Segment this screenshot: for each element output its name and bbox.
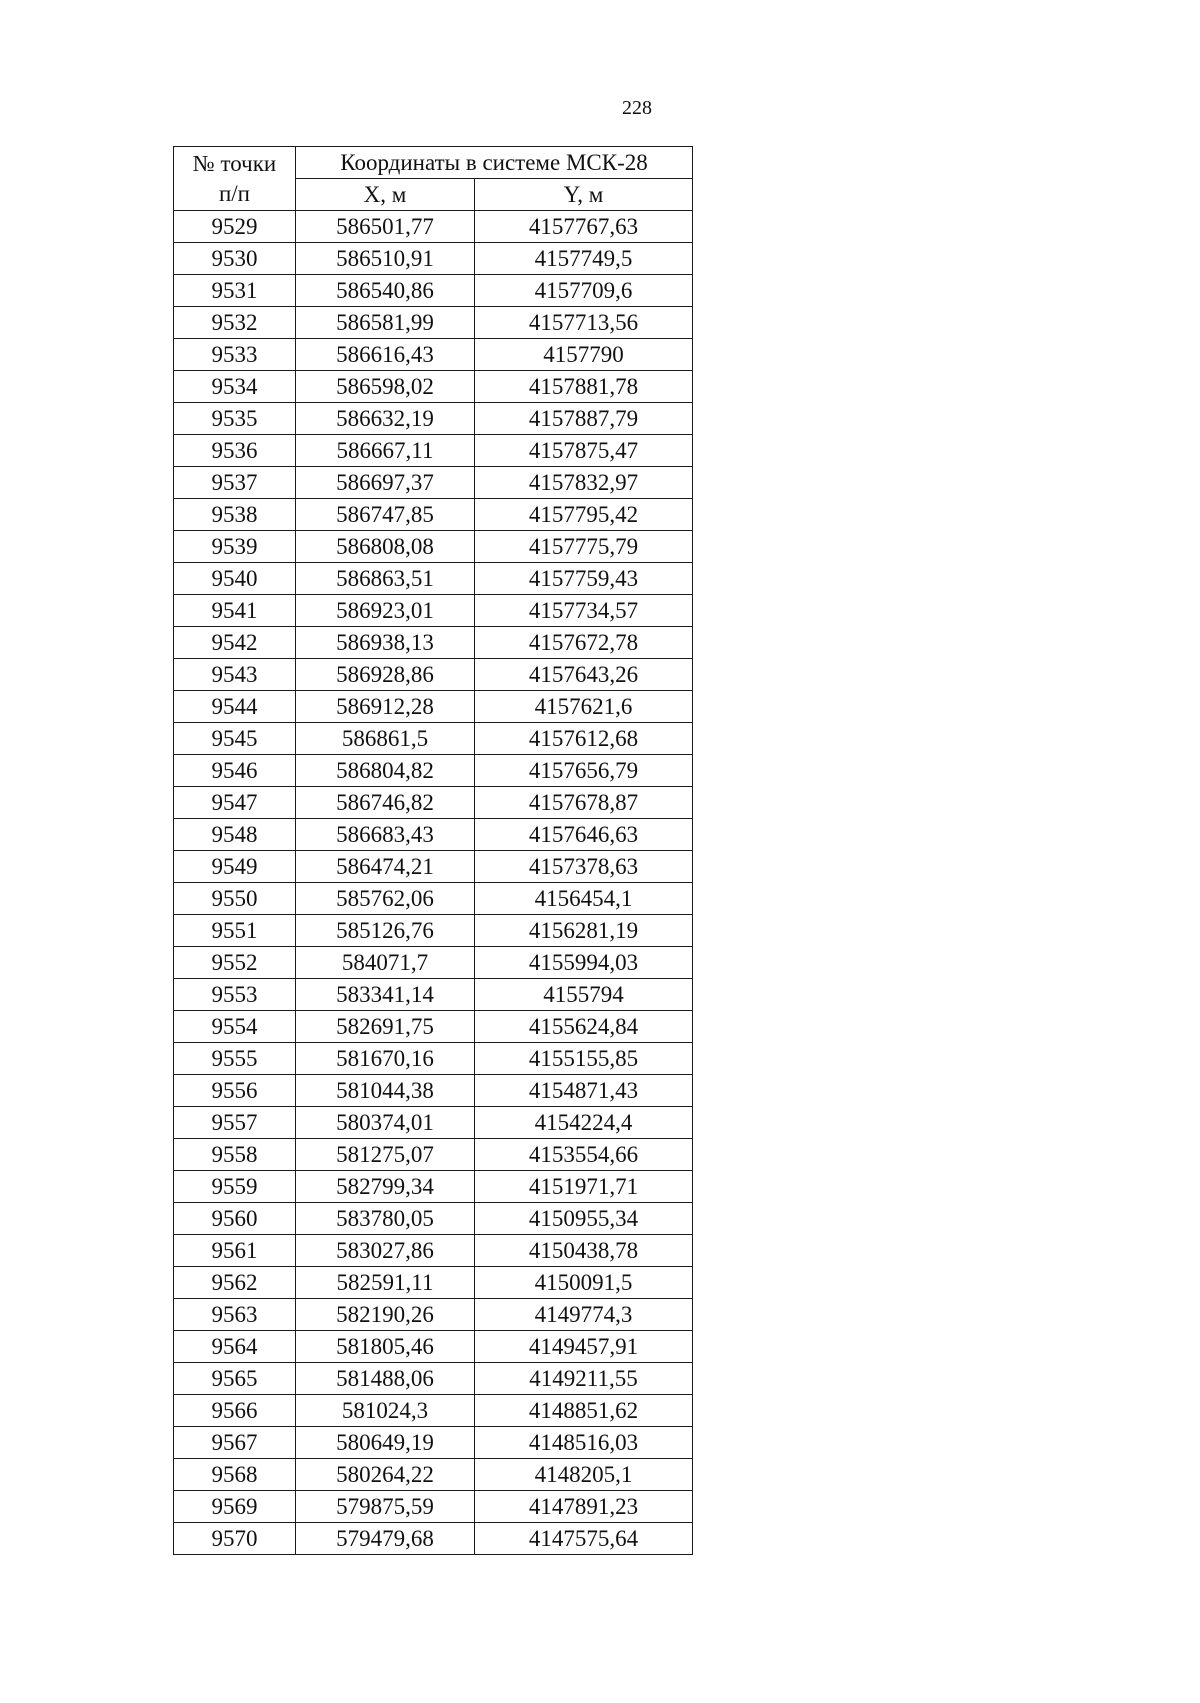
point-number-cell: 9531 [174, 275, 296, 307]
table-row [174, 1011, 693, 1043]
point-number-cell: 9546 [174, 755, 296, 787]
y-coordinate-cell: 4157378,63 [475, 851, 693, 883]
point-number-cell: 9557 [174, 1107, 296, 1139]
point-number-cell: 9543 [174, 659, 296, 691]
point-number-cell: 9529 [174, 211, 296, 243]
coordinates-table [173, 146, 693, 1555]
point-number-cell: 9551 [174, 915, 296, 947]
x-coordinate-cell: 581488,06 [296, 1363, 475, 1395]
y-coordinate-cell: 4157678,87 [475, 787, 693, 819]
table-row [174, 275, 693, 307]
y-coordinate-cell: 4150955,34 [475, 1203, 693, 1235]
x-coordinate-cell: 586923,01 [296, 595, 475, 627]
table-row [174, 467, 693, 499]
table-row [174, 1107, 693, 1139]
y-coordinate-cell: 4157795,42 [475, 499, 693, 531]
table-row [174, 1043, 693, 1075]
table-row [174, 435, 693, 467]
table-row [174, 1235, 693, 1267]
y-coordinate-cell: 4155794 [475, 979, 693, 1011]
table-row [174, 307, 693, 339]
point-number-header [174, 147, 296, 211]
table-row [174, 947, 693, 979]
x-coordinate-cell: 581670,16 [296, 1043, 475, 1075]
y-coordinate-cell: 4149457,91 [475, 1331, 693, 1363]
x-coordinate-cell: 586861,5 [296, 723, 475, 755]
point-number-cell: 9532 [174, 307, 296, 339]
y-coordinate-cell: 4157881,78 [475, 371, 693, 403]
point-number-header-line-1: № точки [192, 150, 277, 176]
point-number-cell: 9548 [174, 819, 296, 851]
x-coordinate-cell: 580374,01 [296, 1107, 475, 1139]
x-coordinate-cell: 586540,86 [296, 275, 475, 307]
table-row [174, 1075, 693, 1107]
point-number-cell: 9534 [174, 371, 296, 403]
x-coordinate-cell: 586928,86 [296, 659, 475, 691]
x-coordinate-cell: 586501,77 [296, 211, 475, 243]
point-number-cell: 9530 [174, 243, 296, 275]
y-coordinate-cell: 4148516,03 [475, 1427, 693, 1459]
y-coordinate-cell: 4157767,63 [475, 211, 693, 243]
point-number-cell: 9567 [174, 1427, 296, 1459]
table-row [174, 1299, 693, 1331]
table-row [174, 1523, 693, 1555]
point-number-cell: 9547 [174, 787, 296, 819]
point-number-cell: 9568 [174, 1459, 296, 1491]
table-row [174, 659, 693, 691]
table-row [174, 403, 693, 435]
y-coordinate-cell: 4157621,6 [475, 691, 693, 723]
x-coordinate-cell: 583780,05 [296, 1203, 475, 1235]
point-number-cell: 9538 [174, 499, 296, 531]
point-number-cell: 9569 [174, 1491, 296, 1523]
y-coordinate-cell: 4153554,66 [475, 1139, 693, 1171]
x-coordinate-cell: 581044,38 [296, 1075, 475, 1107]
x-coordinate-cell: 586510,91 [296, 243, 475, 275]
x-coordinate-cell: 584071,7 [296, 947, 475, 979]
table-row [174, 1171, 693, 1203]
y-coordinate-cell: 4156454,1 [475, 883, 693, 915]
y-coordinate-cell: 4148205,1 [475, 1459, 693, 1491]
x-coordinate-cell: 582190,26 [296, 1299, 475, 1331]
x-coordinate-cell: 586808,08 [296, 531, 475, 563]
y-coordinate-cell: 4157646,63 [475, 819, 693, 851]
y-coordinate-cell: 4157656,79 [475, 755, 693, 787]
table-row [174, 979, 693, 1011]
x-coordinate-cell: 581275,07 [296, 1139, 475, 1171]
y-coordinate-cell: 4157887,79 [475, 403, 693, 435]
point-number-cell: 9570 [174, 1523, 296, 1555]
point-number-cell: 9549 [174, 851, 296, 883]
x-coordinate-cell: 586632,19 [296, 403, 475, 435]
point-number-cell: 9552 [174, 947, 296, 979]
x-coordinate-cell: 586474,21 [296, 851, 475, 883]
x-coordinate-cell: 586683,43 [296, 819, 475, 851]
table-row [174, 1139, 693, 1171]
y-coordinate-cell: 4149774,3 [475, 1299, 693, 1331]
table-row [174, 531, 693, 563]
y-column-header: Y, м [475, 179, 693, 211]
y-coordinate-cell: 4148851,62 [475, 1395, 693, 1427]
y-coordinate-cell: 4157832,97 [475, 467, 693, 499]
x-coordinate-cell: 583027,86 [296, 1235, 475, 1267]
point-number-cell: 9563 [174, 1299, 296, 1331]
coordinates-group-header: Координаты в системе МСК-28 [296, 147, 693, 179]
table-body [174, 211, 693, 1555]
point-number-cell: 9536 [174, 435, 296, 467]
table-row [174, 371, 693, 403]
table-row [174, 691, 693, 723]
point-number-cell: 9544 [174, 691, 296, 723]
x-coordinate-cell: 580649,19 [296, 1427, 475, 1459]
table-row [174, 1363, 693, 1395]
point-number-cell: 9555 [174, 1043, 296, 1075]
table-row [174, 627, 693, 659]
x-coordinate-cell: 586598,02 [296, 371, 475, 403]
x-coordinate-cell: 586746,82 [296, 787, 475, 819]
table-row [174, 339, 693, 371]
table-row [174, 595, 693, 627]
point-number-cell: 9545 [174, 723, 296, 755]
x-coordinate-cell: 586581,99 [296, 307, 475, 339]
x-coordinate-cell: 586697,37 [296, 467, 475, 499]
point-number-cell: 9566 [174, 1395, 296, 1427]
table-row [174, 723, 693, 755]
page-number: 228 [622, 97, 652, 119]
y-coordinate-cell: 4156281,19 [475, 915, 693, 947]
y-coordinate-cell: 4157643,26 [475, 659, 693, 691]
point-number-cell: 9539 [174, 531, 296, 563]
x-coordinate-cell: 586912,28 [296, 691, 475, 723]
y-coordinate-cell: 4154871,43 [475, 1075, 693, 1107]
point-number-cell: 9558 [174, 1139, 296, 1171]
y-coordinate-cell: 4151971,71 [475, 1171, 693, 1203]
table-row [174, 1459, 693, 1491]
y-coordinate-cell: 4157749,5 [475, 243, 693, 275]
point-number-cell: 9542 [174, 627, 296, 659]
table-row [174, 1267, 693, 1299]
point-number-cell: 9541 [174, 595, 296, 627]
x-coordinate-cell: 579479,68 [296, 1523, 475, 1555]
table-row [174, 883, 693, 915]
point-number-cell: 9554 [174, 1011, 296, 1043]
y-coordinate-cell: 4154224,4 [475, 1107, 693, 1139]
x-coordinate-cell: 586938,13 [296, 627, 475, 659]
point-number-cell: 9559 [174, 1171, 296, 1203]
y-coordinate-cell: 4155994,03 [475, 947, 693, 979]
point-number-cell: 9550 [174, 883, 296, 915]
x-coordinate-cell: 586616,43 [296, 339, 475, 371]
point-number-cell: 9562 [174, 1267, 296, 1299]
point-number-cell: 9553 [174, 979, 296, 1011]
table-row [174, 915, 693, 947]
y-coordinate-cell: 4155155,85 [475, 1043, 693, 1075]
y-coordinate-cell: 4157734,57 [475, 595, 693, 627]
x-coordinate-cell: 580264,22 [296, 1459, 475, 1491]
table-row [174, 1203, 693, 1235]
x-coordinate-cell: 583341,14 [296, 979, 475, 1011]
point-number-header-line-2: п/п [218, 180, 250, 206]
y-coordinate-cell: 4150091,5 [475, 1267, 693, 1299]
y-coordinate-cell: 4149211,55 [475, 1363, 693, 1395]
x-coordinate-cell: 586667,11 [296, 435, 475, 467]
y-coordinate-cell: 4147575,64 [475, 1523, 693, 1555]
y-coordinate-cell: 4157875,47 [475, 435, 693, 467]
x-coordinate-cell: 586863,51 [296, 563, 475, 595]
y-coordinate-cell: 4147891,23 [475, 1491, 693, 1523]
x-coordinate-cell: 582691,75 [296, 1011, 475, 1043]
x-coordinate-cell: 586747,85 [296, 499, 475, 531]
table-row [174, 1491, 693, 1523]
point-number-cell: 9561 [174, 1235, 296, 1267]
table-row [174, 1427, 693, 1459]
table-row [174, 563, 693, 595]
x-coordinate-cell: 585126,76 [296, 915, 475, 947]
point-number-cell: 9560 [174, 1203, 296, 1235]
point-number-cell: 9537 [174, 467, 296, 499]
table-row [174, 499, 693, 531]
y-coordinate-cell: 4157775,79 [475, 531, 693, 563]
table-row [174, 819, 693, 851]
x-coordinate-cell: 582799,34 [296, 1171, 475, 1203]
x-coordinate-cell: 582591,11 [296, 1267, 475, 1299]
table-row [174, 211, 693, 243]
x-column-header: X, м [296, 179, 475, 211]
y-coordinate-cell: 4157759,43 [475, 563, 693, 595]
y-coordinate-cell: 4157790 [475, 339, 693, 371]
point-number-cell: 9535 [174, 403, 296, 435]
point-number-cell: 9556 [174, 1075, 296, 1107]
y-coordinate-cell: 4157709,6 [475, 275, 693, 307]
y-coordinate-cell: 4157672,78 [475, 627, 693, 659]
table-row [174, 787, 693, 819]
x-coordinate-cell: 585762,06 [296, 883, 475, 915]
point-number-cell: 9565 [174, 1363, 296, 1395]
y-coordinate-cell: 4157713,56 [475, 307, 693, 339]
table-row [174, 1395, 693, 1427]
table-row [174, 851, 693, 883]
y-coordinate-cell: 4157612,68 [475, 723, 693, 755]
x-coordinate-cell: 581024,3 [296, 1395, 475, 1427]
point-number-cell: 9533 [174, 339, 296, 371]
table-row [174, 243, 693, 275]
y-coordinate-cell: 4155624,84 [475, 1011, 693, 1043]
x-coordinate-cell: 579875,59 [296, 1491, 475, 1523]
y-coordinate-cell: 4150438,78 [475, 1235, 693, 1267]
table-row [174, 1331, 693, 1363]
table-row [174, 755, 693, 787]
point-number-cell: 9540 [174, 563, 296, 595]
x-coordinate-cell: 586804,82 [296, 755, 475, 787]
x-coordinate-cell: 581805,46 [296, 1331, 475, 1363]
point-number-cell: 9564 [174, 1331, 296, 1363]
table-header-row [174, 147, 693, 179]
